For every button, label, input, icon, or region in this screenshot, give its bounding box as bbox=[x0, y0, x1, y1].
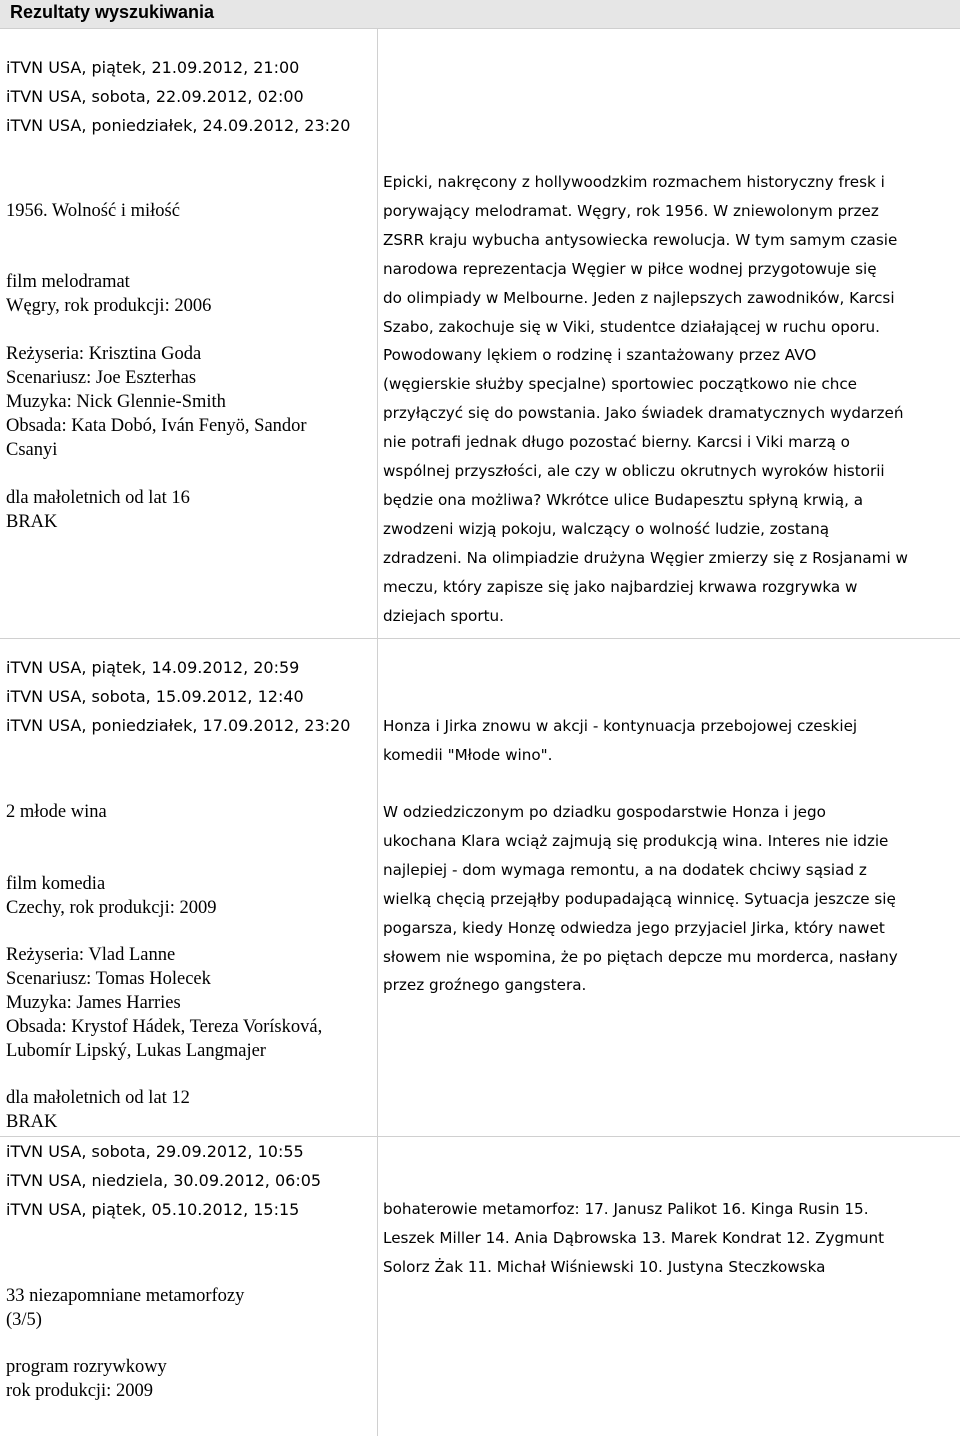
airing-time: iTVN USA, piątek, 21.09.2012, 21:00 bbox=[6, 58, 300, 77]
program-country-year: Węgry, rok produkcji: 2006 bbox=[6, 296, 212, 316]
program-director: Reżyseria: Krisztina Goda bbox=[6, 344, 202, 364]
program-writer: Scenariusz: Joe Eszterhas bbox=[6, 368, 197, 388]
airing-time: iTVN USA, piątek, 05.10.2012, 15:15 bbox=[6, 1200, 300, 1219]
program-title: 2 młode wina bbox=[6, 802, 107, 822]
program-title: 33 niezapomniane metamorfozy bbox=[6, 1286, 245, 1306]
program-title: (3/5) bbox=[6, 1310, 42, 1330]
program-genre: program rozrywkowy bbox=[6, 1357, 167, 1377]
program-cast: Obsada: Krystof Hádek, Tereza Vorísková, bbox=[6, 1017, 323, 1037]
program-teaser: Honza i Jirka znowu w akcji - kontynuacja przebojowej czeskiej komedii "Młode wino". bbox=[383, 717, 858, 764]
program-cast: Csanyi bbox=[6, 440, 58, 460]
program-genre: film melodramat bbox=[6, 272, 130, 292]
program-description: W odziedziczonym po dziadku gospodarstwie Honza i jego ukochana Klara wciąż zajmują się produkcją wina. Interes nie idzie najlepiej - dom wymaga remontu, a na dodatek chciwy sąsiad z wielką chęcią przejąłby podupadającą winnicę. Sytuacja jeszcze się pogarsza, kiedy Honzę odwiedza jego przyjaciel Jirka, który nawet słowem nie wspomina, że po piętach depcze mu morderca, nasłany przez groźnego gangstera. bbox=[383, 803, 898, 995]
airing-time: iTVN USA, sobota, 22.09.2012, 02:00 bbox=[6, 87, 304, 106]
program-cast: Obsada: Kata Dobó, Iván Fenyö, Sandor bbox=[6, 416, 307, 436]
program-description: Epicki, nakręcony z hollywoodzkim rozmachem historyczny fresk i porywający melodramat. Węgry, rok 1956. W zniewolonym przez ZSRR kraju wybucha antysowiecka rewolucja. W tym samym czasie narodowa reprezentacja Węgier w piłce wodnej przygotowuje się do olimpiady w Melbourne. Jeden z najlepszych zawodników, Karcsi Szabo, zakochuje się w Viki, studentce działającej w ruchu oporu. Powodowany lękiem o rodzinę i szantażowany przez AVO (węgierskie służby specjalne) sportowiec początkowo nie chce przyłączyć się do powstania. Jako świadek dramatycznych wydarzeń nie potrafi jednak długo pozostać bierny. Karcsi i Viki marzą o wspólnej przyszłości, ale czy w obliczu okrutnych wyroków historii będzie ona możliwa? Wkrótce ulice Budapesztu spłyną krwią, a zwodzeni wizją pokoju, walczący o wolność ludzie, zostaną zdradzeni. Na olimpiadzie drużyna Węgier zmierzy się z Rosjanami w meczu, który zapisze się jako najbardziej krwawa rozgrywka w dziejach sportu. bbox=[383, 173, 908, 625]
program-year: rok produkcji: 2009 bbox=[6, 1381, 153, 1401]
program-teaser: bohaterowie metamorfoz: 17. Janusz Palikot 16. Kinga Rusin 15. Leszek Miller 14. Ania Dąbrowska 13. Marek Kondrat 12. Zygmunt Solorz Żak 11. Michał Wiśniewski 10. Justyna Steczkowska bbox=[383, 1200, 885, 1276]
airing-time: iTVN USA, sobota, 29.09.2012, 10:55 bbox=[6, 1142, 304, 1161]
program-music: Muzyka: James Harries bbox=[6, 993, 181, 1013]
row-divider bbox=[0, 638, 960, 639]
airing-time: iTVN USA, niedziela, 30.09.2012, 06:05 bbox=[6, 1171, 322, 1190]
program-cast: Lubomír Lipský, Lukas Langmajer bbox=[6, 1041, 266, 1061]
airing-time: iTVN USA, sobota, 15.09.2012, 12:40 bbox=[6, 687, 304, 706]
row-divider bbox=[0, 1136, 960, 1137]
rating-flag: BRAK bbox=[6, 1112, 58, 1132]
age-rating: dla małoletnich od lat 16 bbox=[6, 488, 190, 508]
column-divider bbox=[377, 28, 378, 1436]
program-genre: film komedia bbox=[6, 874, 106, 894]
program-writer: Scenariusz: Tomas Holecek bbox=[6, 969, 211, 989]
program-title: 1956. Wolność i miłość bbox=[6, 201, 180, 221]
program-music: Muzyka: Nick Glennie-Smith bbox=[6, 392, 226, 412]
program-country-year: Czechy, rok produkcji: 2009 bbox=[6, 898, 217, 918]
program-director: Reżyseria: Vlad Lanne bbox=[6, 945, 176, 965]
rating-flag: BRAK bbox=[6, 512, 58, 532]
page-title: Rezultaty wyszukiwania bbox=[10, 2, 215, 22]
airing-time: iTVN USA, piątek, 14.09.2012, 20:59 bbox=[6, 658, 300, 677]
results-header bbox=[0, 0, 960, 29]
airing-time: iTVN USA, poniedziałek, 24.09.2012, 23:20 bbox=[6, 116, 351, 135]
airing-time: iTVN USA, poniedziałek, 17.09.2012, 23:20 bbox=[6, 716, 351, 735]
age-rating: dla małoletnich od lat 12 bbox=[6, 1088, 190, 1108]
